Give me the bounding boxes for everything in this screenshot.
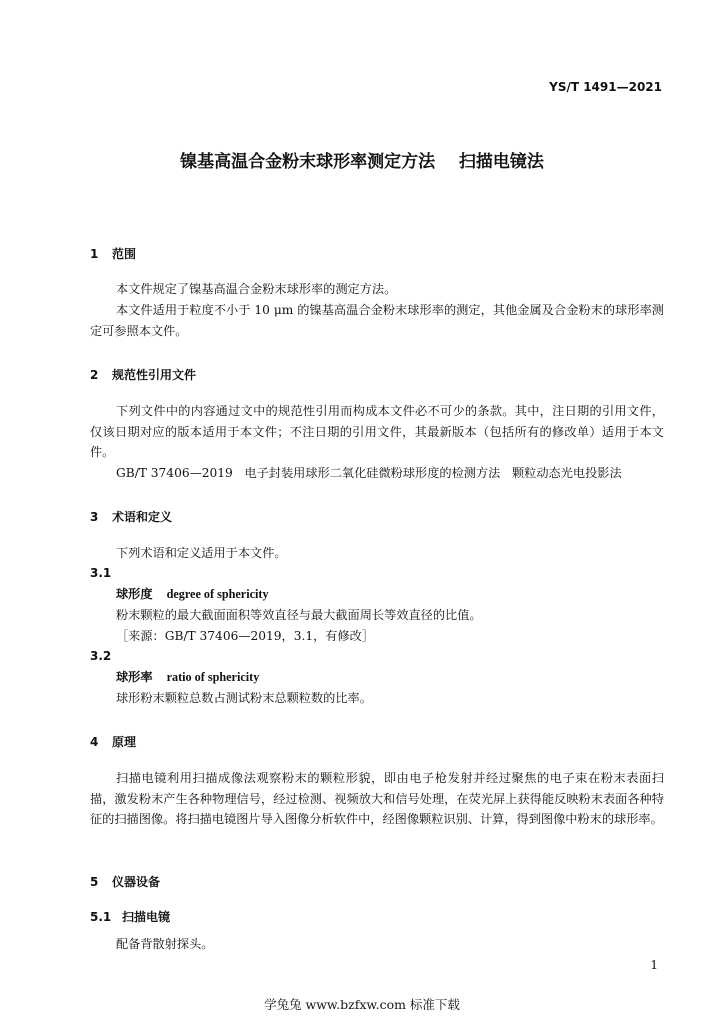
term-3-2-title	[90, 667, 664, 688]
section-5-heading	[90, 873, 160, 890]
section-title: 规范性引用文件	[112, 368, 197, 382]
section-number: 5	[90, 875, 99, 889]
page-number: 1	[650, 958, 658, 972]
section-number: 3	[90, 510, 99, 524]
subsection-title: 扫描电镜	[122, 910, 171, 924]
section-title: 原理	[112, 735, 137, 749]
subsection-5-1-heading	[90, 908, 170, 925]
document-title: 镍基高温合金粉末球形率测定方法 扫描电镜法	[180, 152, 544, 172]
term-3-1-source: ［来源：GB/T 37406—2019，3.1，有修改］	[116, 629, 375, 643]
section-1-paragraph-1: 本文件规定了镍基高温合金粉末球形率的测定方法。	[116, 282, 397, 296]
subsection-number: 5.1	[90, 910, 112, 924]
term-cn: 球形度	[116, 587, 153, 601]
section-2-paragraph-1: 下列文件中的内容通过文中的规范性引用而构成本文件必不可少的条款。其中，注日期的引用文件，仅该日期对应的版本适用于本文件；不注日期的引用文件，其最新版本（包括所有的修改单）适用于本文件。	[90, 404, 664, 459]
normative-reference: GB/T 37406—2019 电子封装用球形二氧化硅微粉球形度的检测方法 颗粒动态光电投影法	[116, 466, 622, 480]
standard-number: YS/T 1491—2021	[549, 80, 662, 94]
term-en: degree of sphericity	[166, 587, 269, 601]
section-3-paragraph-1: 下列术语和定义适用于本文件。	[116, 546, 287, 560]
term-en: ratio of sphericity	[166, 670, 260, 684]
section-title: 范围	[112, 247, 137, 261]
term-3-1-definition: 粉末颗粒的最大截面面积等效直径与最大截面周长等效直径的比值。	[116, 608, 482, 622]
section-title: 术语和定义	[112, 510, 173, 524]
term-3-2-definition: 球形粉末颗粒总数占测试粉末总颗粒数的比率。	[116, 691, 372, 705]
term-3-2-number: 3.2	[90, 649, 112, 663]
footer-watermark: 学兔兔 www.bzfxw.com 标准下载	[264, 997, 460, 1012]
section-title: 仪器设备	[112, 875, 161, 889]
section-number: 4	[90, 735, 99, 749]
section-1-heading	[90, 245, 136, 262]
section-3-heading	[90, 508, 172, 525]
section-2-heading	[90, 366, 196, 383]
section-4-heading	[90, 733, 136, 750]
section-4-paragraph-1: 扫描电镜利用扫描成像法观察粉末的颗粒形貌，即由电子枪发射并经过聚焦的电子束在粉末表面扫描，激发粉末产生各种物理信号，经过检测、视频放大和信号处理，在荧光屏上获得能反映粉末表面各种特征的扫描图像。将扫描电镜图片导入图像分析软件中，经图像颗粒识别、计算，得到图像中粉末的球形率。	[90, 771, 664, 826]
term-3-1-number: 3.1	[90, 566, 112, 580]
section-number: 2	[90, 368, 99, 382]
subsection-5-1-paragraph: 配备背散射探头。	[116, 937, 214, 951]
section-1-paragraph-2: 本文件适用于粒度不小于 10 μm 的镍基高温合金粉末球形率的测定，其他金属及合金粉末的球形率测定可参照本文件。	[90, 303, 664, 338]
term-3-1-title	[90, 584, 664, 605]
term-cn: 球形率	[116, 670, 153, 684]
section-number: 1	[90, 247, 99, 261]
